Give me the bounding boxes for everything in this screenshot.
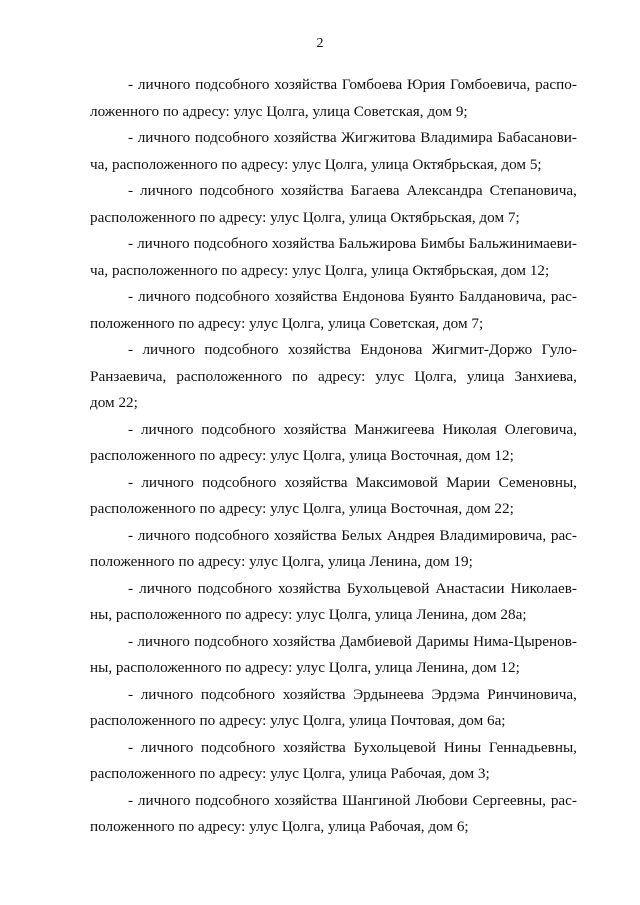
word: подсобного — [193, 235, 268, 252]
text-line — [90, 72, 577, 99]
word: Балдановича, — [459, 288, 546, 305]
text-line: ложенного по адресу: улус Цолга, улица Советская, дом 9; — [90, 102, 468, 120]
word: - — [128, 129, 134, 146]
text-line: расположенного по адресу: улус Цолга, улица Рабочая, дом 3; — [90, 765, 490, 782]
text-line: ны, расположенного по адресу: улус Цолга, улица Ленина, дом 12; — [90, 659, 520, 676]
word: хозяйства — [274, 288, 338, 305]
word: Ринчиновича, — [487, 685, 577, 703]
word: личного — [139, 579, 192, 597]
text-line: положенного по адресу: улус Цолга, улица Рабочая, дом 6; — [90, 818, 469, 835]
word: Дамбиевой — [339, 632, 412, 650]
word: хозяйства — [288, 341, 351, 358]
word: Бабасанови- — [497, 129, 577, 146]
word: Марии — [446, 473, 491, 491]
word: хозяйства — [273, 526, 337, 544]
word: Белых — [341, 526, 383, 544]
word: - — [128, 526, 134, 544]
word: улус — [375, 367, 405, 385]
word: расположенного — [176, 367, 283, 385]
word: Максимовой — [355, 473, 438, 491]
word: хозяйства — [273, 129, 337, 146]
word: Бимбы — [420, 235, 465, 252]
text-line: дом 22; — [90, 394, 138, 411]
text-line — [90, 470, 577, 497]
word: - — [128, 182, 134, 199]
word: - — [128, 579, 134, 597]
word: Даримы — [416, 632, 469, 650]
text-line: положенного по адресу: улус Цолга, улица Советская, дом 7; — [90, 314, 484, 332]
text-line — [90, 523, 577, 550]
word: Олеговича, — [504, 420, 577, 438]
word: личного — [142, 341, 195, 358]
word: Эрдэма — [431, 685, 480, 703]
word: - — [128, 235, 134, 252]
word: Ендонова — [342, 288, 405, 305]
word: хозяйства — [280, 182, 344, 199]
text-line — [90, 284, 577, 311]
word: Степановича, — [489, 182, 577, 199]
word: Юрия — [407, 76, 446, 93]
word: улица — [466, 367, 505, 385]
word: Геннадьевны, — [488, 738, 577, 756]
word: Гуло- — [541, 341, 577, 358]
word: хозяйства — [272, 632, 336, 650]
word: Ендонова — [360, 341, 423, 358]
text-line — [90, 735, 577, 762]
text-line: расположенного по адресу: улус Цолга, улица Октябрьская, дом 7; — [90, 208, 520, 226]
word: личного — [137, 76, 191, 93]
text-line — [90, 231, 577, 258]
word: подсобного — [204, 341, 279, 358]
word: рас- — [550, 791, 577, 809]
word: - — [128, 738, 134, 756]
word: - — [128, 632, 134, 650]
word: подсобного — [199, 182, 274, 199]
text-line: расположенного по адресу: улус Цолга, улица Восточная, дом 12; — [90, 447, 514, 464]
word: хозяйства — [284, 473, 348, 491]
word: - — [128, 76, 134, 93]
word: подсобного — [195, 288, 270, 305]
word: Бухольцевой — [353, 738, 437, 756]
word: Николаев- — [510, 579, 577, 597]
word: - — [128, 341, 134, 358]
word: Анастасии — [435, 579, 505, 597]
text-line — [90, 576, 577, 603]
word: подсобного — [201, 420, 276, 438]
word: личного — [141, 473, 194, 491]
word: подсобного — [202, 473, 277, 491]
word: личного — [137, 526, 191, 544]
text-line — [90, 125, 577, 152]
word: хозяйства — [283, 420, 347, 438]
word: Нины — [443, 738, 482, 756]
word: Сергеевны, — [472, 791, 546, 809]
word: - — [128, 288, 134, 305]
word: хозяйства — [282, 685, 346, 703]
word: хозяйства — [274, 791, 338, 809]
word: Любови — [415, 791, 468, 809]
text-line — [90, 788, 577, 815]
text-line: расположенного по адресу: улус Цолга, улица Восточная, дом 22; — [90, 500, 514, 517]
word: адресу: — [317, 367, 366, 385]
text-line: расположенного по адресу: улус Цолга, улица Почтовая, дом 6а; — [90, 712, 506, 729]
word: подсобного — [195, 791, 270, 809]
text-line — [90, 337, 577, 364]
text-line: ча, расположенного по адресу: улус Цолга, улица Октябрьская, дом 5; — [90, 155, 542, 173]
word: Ранзаевича, — [90, 367, 167, 385]
word: по — [292, 367, 308, 385]
word: Жигжитова — [341, 129, 416, 146]
word: Владимира — [420, 129, 493, 146]
word: Александра — [406, 182, 483, 199]
word: личного — [137, 632, 190, 650]
text-line — [90, 682, 577, 709]
word: личного — [137, 288, 191, 305]
word: распо- — [535, 76, 577, 93]
word: подсобного — [200, 685, 276, 703]
word: хозяйства — [282, 738, 346, 756]
word: - — [128, 420, 134, 438]
word: Владимировича, — [439, 526, 547, 544]
word: Николая — [442, 420, 497, 438]
text-line — [90, 629, 577, 656]
word: подсобного — [201, 738, 276, 756]
text-line: ча, расположенного по адресу: улус Цолга, улица Октябрьская, дом 12; — [90, 261, 550, 279]
word: Манжигеева — [354, 420, 435, 438]
word: Гомбоевича, — [450, 76, 531, 93]
word: Эрдынеева — [353, 685, 424, 703]
word: хозяйства — [277, 579, 341, 597]
word: личного — [140, 685, 194, 703]
text-line — [90, 417, 577, 444]
word: - — [128, 791, 134, 809]
page-number: 2 — [316, 36, 324, 51]
word: Андрея — [386, 526, 435, 544]
word: Бальжирова — [338, 235, 417, 252]
word: личного — [140, 182, 193, 199]
word: Семеновны, — [498, 473, 577, 491]
word: подсобного — [194, 632, 269, 650]
word: рас- — [550, 288, 577, 305]
text-line — [90, 178, 577, 205]
word: Нима-Цыренов- — [473, 632, 577, 650]
text-line: положенного по адресу: улус Цолга, улица Ленина, дом 19; — [90, 553, 473, 570]
word: подсобного — [194, 129, 270, 146]
word: личного — [137, 235, 190, 252]
word: Цолга, — [414, 367, 457, 385]
word: хозяйства — [271, 235, 335, 252]
word: хозяйства — [274, 76, 338, 93]
word: Занхиева, — [514, 367, 577, 385]
word: подсобного — [194, 526, 270, 544]
word: личного — [137, 791, 191, 809]
text-line: ны, расположенного по адресу: улус Цолга, улица Ленина, дом 28а; — [90, 606, 527, 623]
word: Багаева — [350, 182, 400, 199]
word: Гомбоева — [341, 76, 403, 93]
word: личного — [140, 738, 194, 756]
word: личного — [137, 129, 191, 146]
word: Шангиной — [342, 791, 411, 809]
word: - — [128, 473, 134, 491]
word: - — [128, 685, 134, 703]
word: подсобного — [195, 76, 270, 93]
word: подсобного — [197, 579, 272, 597]
word: Бухольцевой — [346, 579, 430, 597]
word: Жигмит-Доржо — [431, 341, 533, 358]
word: Бальжинимаеви- — [468, 235, 577, 252]
word: рас- — [550, 526, 577, 544]
word: личного — [140, 420, 194, 438]
word: Буянто — [409, 288, 455, 305]
document-body — [90, 72, 577, 841]
text-line — [90, 364, 577, 391]
